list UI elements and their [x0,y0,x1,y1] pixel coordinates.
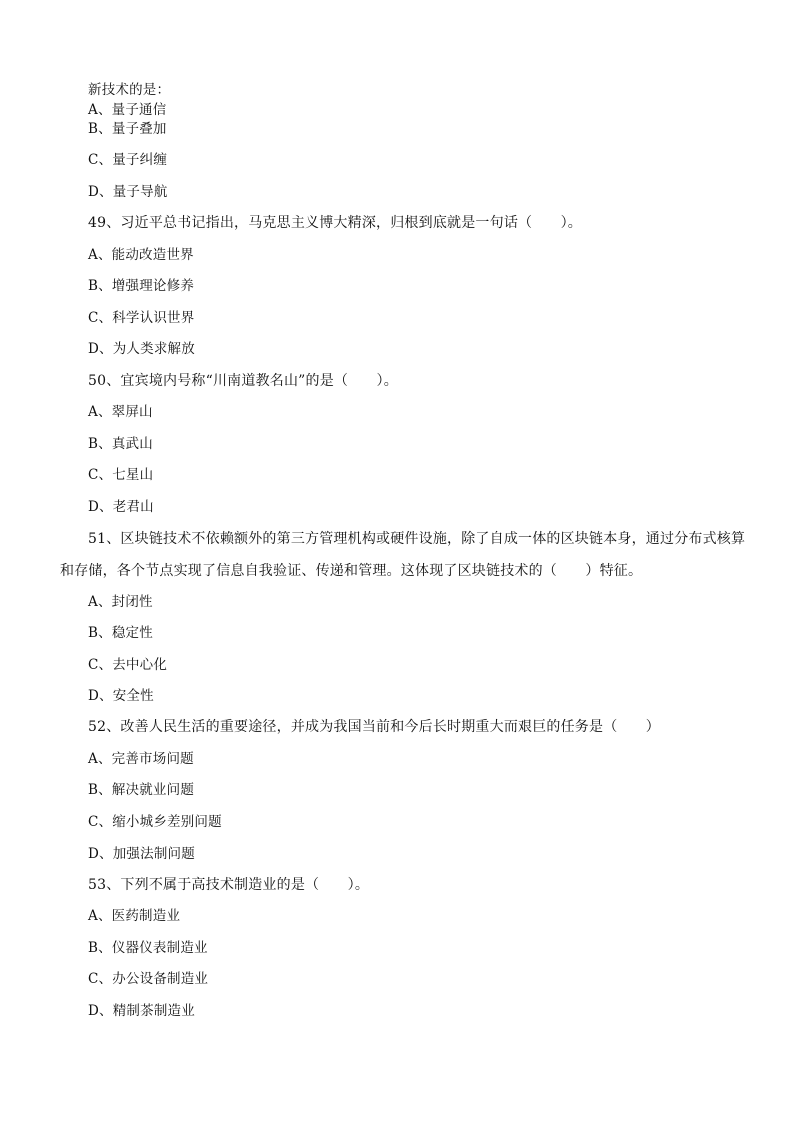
q52-option-d: D、加强法制问题 [88,846,195,862]
q50-option-d: D、老君山 [88,499,154,515]
q49-option-a: A、能动改造世界 [88,247,194,263]
q50-option-b: B、真武山 [88,436,153,452]
q53-option-d: D、精制茶制造业 [88,1003,195,1019]
question-49-stem: 49、习近平总书记指出，马克思主义博大精深，归根到底就是一句话（ ）。 [88,215,583,231]
q52-option-c: C、缩小城乡差别问题 [88,814,222,830]
question-51-stem-line2: 和存储，各个节点实现了信息自我验证、传递和管理。这体现了区块链技术的（ ）特征。 [60,563,643,579]
question-53-stem: 53、下列不属于高技术制造业的是（ ）。 [88,877,370,893]
question-51-stem-line1: 51、区块链技术不依赖额外的第三方管理机构或硬件设施，除了自成一体的区块链本身，通过分布式核算 [88,531,746,547]
q48-option-c: C、量子纠缠 [88,152,168,168]
q52-option-a: A、完善市场问题 [88,751,194,767]
q53-option-c: C、办公设备制造业 [88,971,209,987]
q49-option-b: B、增强理论修养 [88,278,195,294]
q51-option-c: C、去中心化 [88,657,168,673]
q50-option-c: C、七星山 [88,467,154,483]
question-48-continuation: 新技术的是： [88,82,171,98]
q52-option-b: B、解决就业问题 [88,782,195,798]
q48-option-a: A、量子通信 [88,102,167,118]
q49-option-c: C、科学认识世界 [88,310,195,326]
q51-option-a: A、封闭性 [88,594,153,610]
q50-option-a: A、翠屏山 [88,404,153,420]
q53-option-b: B、仪器仪表制造业 [88,940,208,956]
q51-option-d: D、安全性 [88,688,154,704]
q53-option-a: A、医药制造业 [88,908,181,924]
q48-option-b: B、量子叠加 [88,121,167,137]
q48-option-d: D、量子导航 [88,184,168,200]
question-52-stem: 52、改善人民生活的重要途径，并成为我国当前和今后长时期重大而艰巨的任务是（ ） [88,719,661,735]
q51-option-b: B、稳定性 [88,625,153,641]
question-50-stem: 50、宜宾境内号称“川南道教名山”的是（ ）。 [88,373,398,389]
q49-option-d: D、为人类求解放 [88,341,195,357]
